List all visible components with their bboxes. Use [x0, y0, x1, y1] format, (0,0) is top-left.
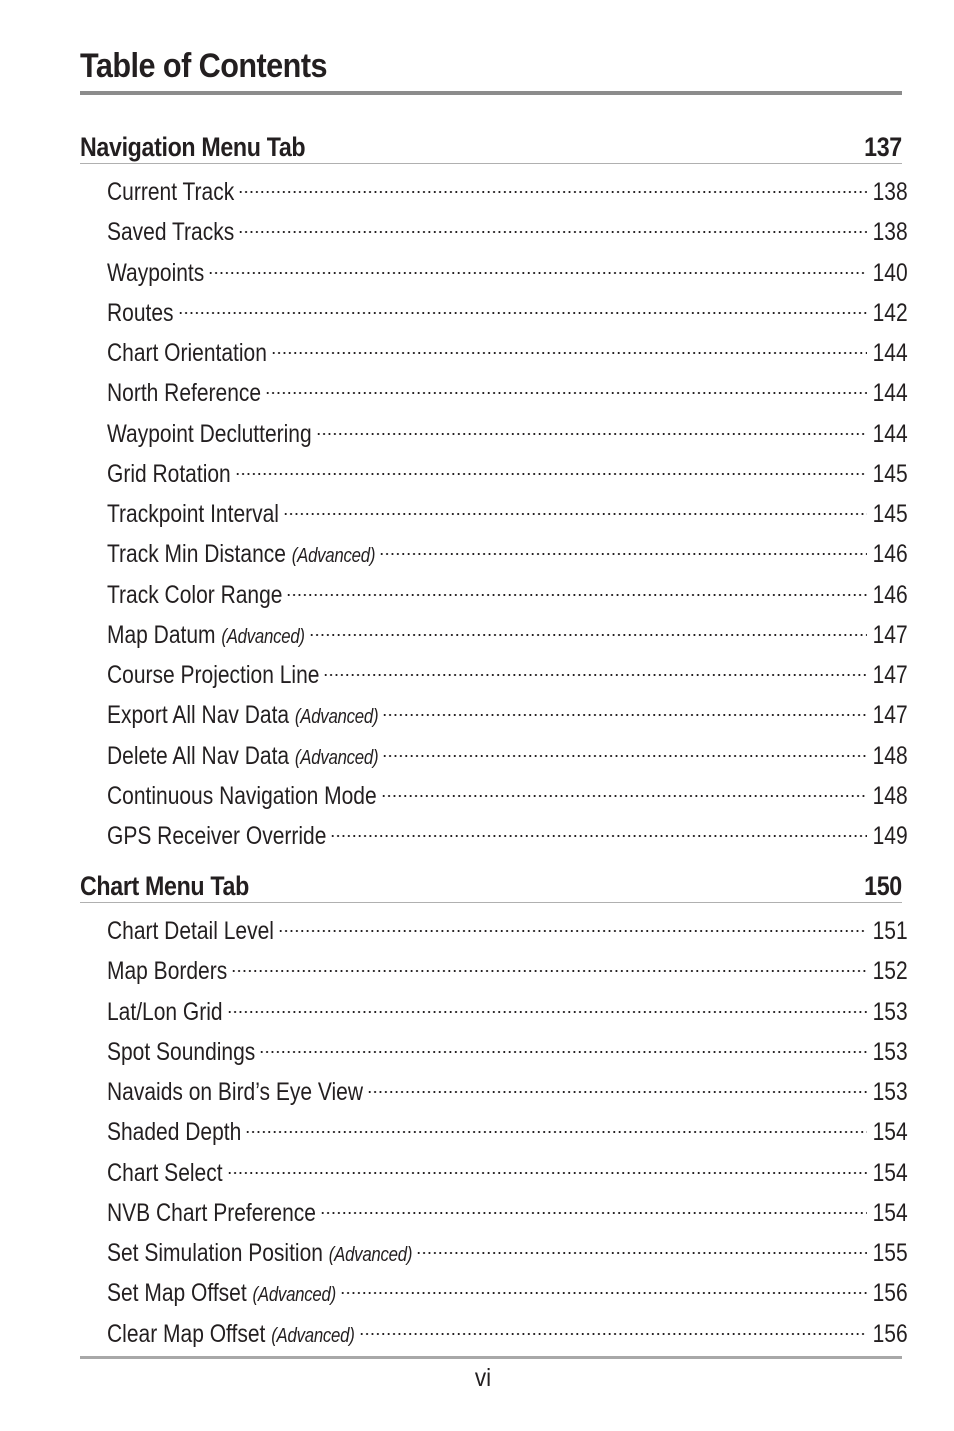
toc-entry[interactable]	[107, 1064, 908, 1106]
dot-leader	[330, 814, 867, 844]
toc-entry[interactable]	[107, 808, 908, 850]
entry-label	[107, 459, 231, 489]
dot-leader	[231, 949, 867, 979]
entry-title: Waypoints	[107, 258, 205, 287]
entry-label	[107, 1117, 241, 1147]
toc-entry[interactable]	[107, 647, 908, 689]
advanced-note: (Advanced)	[328, 1244, 413, 1266]
page-number: vi	[474, 1364, 492, 1392]
entry-page-number: 148	[872, 781, 908, 810]
advanced-note: (Advanced)	[252, 1284, 336, 1307]
toc-entry[interactable]	[107, 365, 908, 408]
entry-title: Course Projection Line	[107, 661, 320, 689]
entry-title: NVB Chart Preference	[107, 1198, 316, 1227]
entry-title: Routes	[107, 298, 174, 327]
entry-title: Navaids on Bird’s Eye View	[107, 1078, 364, 1106]
title-divider	[80, 91, 902, 95]
toc-entry[interactable]	[107, 1306, 908, 1348]
entry-page-number: 153	[872, 1078, 908, 1106]
dot-leader	[245, 1110, 867, 1140]
entry-label	[107, 177, 234, 207]
dot-leader	[379, 532, 867, 562]
entry-title: Waypoint Decluttering	[107, 419, 312, 448]
entry-page-number: 144	[872, 339, 908, 367]
dot-leader	[271, 331, 867, 361]
entry-label	[107, 997, 223, 1027]
section-header[interactable]	[80, 863, 902, 903]
entry-title: Saved Tracks	[107, 218, 235, 247]
dot-leader	[283, 492, 867, 522]
toc-entry[interactable]	[107, 1104, 908, 1147]
entry-label	[107, 1037, 255, 1067]
entry-page-number: 142	[872, 298, 908, 327]
toc-entry[interactable]	[107, 245, 908, 287]
section-header[interactable]	[80, 124, 902, 164]
entry-title: Chart Select	[107, 1158, 223, 1187]
toc-entry[interactable]	[107, 768, 908, 810]
toc-entry[interactable]	[107, 1185, 908, 1227]
entry-page-number: 140	[872, 258, 908, 287]
entry-label	[107, 660, 319, 690]
entry-label	[107, 258, 204, 288]
section-title: Navigation Menu Tab	[80, 132, 306, 162]
entry-title: Delete All Nav Data	[107, 741, 290, 770]
footer-divider	[80, 1356, 902, 1359]
entry-page-number: 145	[872, 459, 908, 488]
toc-entry[interactable]	[107, 446, 908, 488]
dot-leader	[381, 774, 867, 804]
entry-label	[107, 298, 174, 328]
toc-entry[interactable]	[107, 486, 908, 528]
entry-title: Clear Map Offset	[107, 1319, 266, 1348]
dot-leader	[235, 452, 867, 482]
dot-leader	[416, 1231, 867, 1261]
dot-leader	[323, 653, 867, 683]
dot-leader	[259, 1030, 867, 1060]
entry-title: Map Borders	[107, 957, 228, 986]
entry-title: Export All Nav Data	[107, 701, 290, 730]
entry-label	[107, 956, 227, 986]
entry-page-number: 147	[872, 620, 908, 649]
advanced-note: (Advanced)	[294, 746, 379, 769]
entry-title: Spot Soundings	[107, 1037, 256, 1066]
page-title: Table of Contents	[80, 47, 327, 85]
toc-entry[interactable]	[107, 204, 908, 247]
entry-page-number: 147	[872, 661, 908, 689]
dot-leader	[286, 573, 867, 603]
entry-label	[107, 1158, 223, 1188]
toc-entry[interactable]	[107, 984, 908, 1026]
entry-page-number: 153	[872, 1037, 908, 1066]
entry-page-number: 153	[872, 997, 908, 1026]
entry-title: Current Track	[107, 178, 235, 206]
advanced-note: (Advanced)	[271, 1324, 355, 1347]
entry-title: Lat/Lon Grid	[107, 997, 223, 1026]
entry-label	[107, 916, 274, 946]
entry-title: Chart Orientation	[107, 339, 267, 367]
entry-label	[107, 419, 312, 449]
entry-title: Set Map Offset	[107, 1279, 247, 1308]
advanced-note: (Advanced)	[294, 706, 379, 729]
toc-entry[interactable]	[107, 285, 908, 327]
entry-label	[107, 781, 377, 811]
dot-leader	[178, 291, 867, 321]
entry-page-number: 148	[872, 741, 908, 770]
dot-leader	[265, 371, 867, 401]
section-entries	[80, 164, 908, 850]
entry-label	[107, 1319, 355, 1351]
entry-label	[107, 499, 279, 529]
entry-page-number: 154	[872, 1118, 908, 1147]
entry-page-number: 156	[872, 1319, 908, 1348]
dot-leader	[227, 990, 867, 1020]
entry-title: Map Datum	[107, 620, 216, 649]
dot-leader	[316, 412, 867, 442]
section-page-number: 150	[864, 871, 902, 901]
dot-leader	[340, 1271, 867, 1301]
toc-entry[interactable]	[107, 406, 908, 448]
dot-leader	[382, 693, 867, 723]
entry-label	[107, 338, 267, 368]
entry-title: GPS Receiver Override	[107, 822, 327, 850]
entry-page-number: 144	[872, 379, 908, 408]
dot-leader	[208, 251, 867, 281]
toc-entry[interactable]	[107, 325, 908, 367]
entry-title: Shaded Depth	[107, 1118, 242, 1147]
entry-page-number: 156	[872, 1279, 908, 1308]
entry-title: Set Simulation Position	[107, 1239, 323, 1267]
entry-page-number: 154	[872, 1198, 908, 1227]
toc-entry[interactable]	[107, 607, 908, 649]
entry-page-number: 149	[872, 822, 908, 850]
dot-leader	[227, 1151, 867, 1181]
dot-leader	[367, 1070, 867, 1100]
entry-label	[107, 580, 282, 610]
entry-page-number: 145	[872, 500, 908, 528]
entry-title: Grid Rotation	[107, 459, 231, 488]
toc-entry[interactable]	[107, 1225, 908, 1267]
entry-page-number: 138	[872, 218, 908, 247]
toc-entry[interactable]	[107, 1265, 908, 1308]
toc-entry[interactable]	[107, 728, 908, 770]
entry-page-number: 138	[872, 178, 908, 206]
toc-section-navigation-menu-tab	[80, 124, 908, 850]
entry-title: Track Min Distance	[107, 540, 286, 569]
toc-entry[interactable]	[107, 1024, 908, 1066]
entry-page-number: 147	[872, 701, 908, 730]
entry-title: Continuous Navigation Mode	[107, 781, 377, 810]
entry-title: Chart Detail Level	[107, 917, 274, 945]
dot-leader	[359, 1312, 867, 1342]
entry-page-number: 154	[872, 1158, 908, 1187]
toc-section-chart-menu-tab	[80, 863, 908, 1348]
section-title: Chart Menu Tab	[80, 871, 249, 901]
entry-label	[107, 217, 234, 247]
entry-label	[107, 1198, 316, 1228]
toc-entry[interactable]	[107, 567, 908, 609]
advanced-note: (Advanced)	[291, 545, 376, 568]
entry-page-number: 152	[872, 957, 908, 986]
advanced-note: (Advanced)	[221, 625, 305, 648]
toc-entry[interactable]	[107, 903, 908, 945]
toc-entry[interactable]	[107, 943, 908, 986]
entry-page-number: 155	[872, 1239, 908, 1267]
entry-page-number: 144	[872, 419, 908, 448]
dot-leader	[238, 170, 867, 200]
dot-leader	[320, 1191, 867, 1221]
dot-leader	[309, 613, 867, 643]
entry-page-number: 151	[872, 917, 908, 945]
toc-entry[interactable]	[107, 526, 908, 569]
entry-title: North Reference	[107, 379, 262, 408]
section-entries	[80, 903, 908, 1348]
entry-title: Trackpoint Interval	[107, 500, 279, 528]
dot-leader	[382, 734, 867, 764]
toc-entry[interactable]	[107, 687, 908, 730]
section-page-number: 137	[864, 132, 902, 162]
entry-label	[107, 1077, 363, 1107]
entry-label	[107, 821, 326, 851]
dot-leader	[238, 210, 867, 240]
toc-entry[interactable]	[107, 164, 908, 206]
entry-page-number: 146	[872, 580, 908, 609]
toc-entry[interactable]	[107, 1145, 908, 1187]
entry-page-number: 146	[872, 540, 908, 569]
toc-page	[80, 0, 908, 1431]
entry-title: Track Color Range	[107, 580, 283, 609]
dot-leader	[278, 909, 867, 939]
entry-label	[107, 378, 261, 408]
